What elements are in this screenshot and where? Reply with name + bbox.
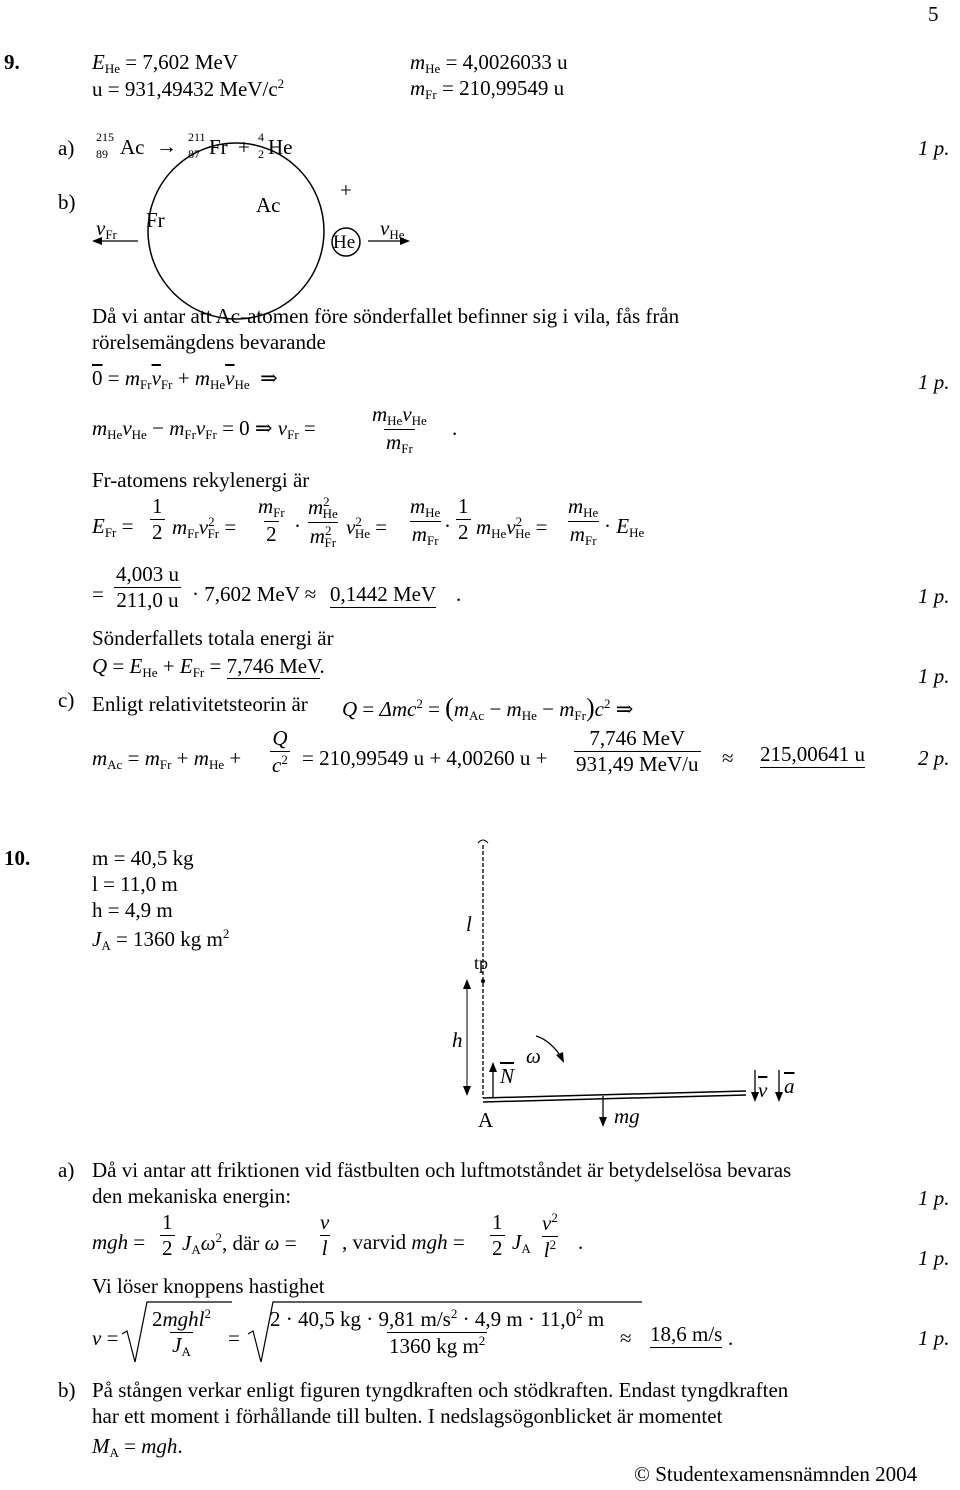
points: 1 p. [918,370,950,394]
label-9c: c) [58,688,75,712]
mass-ratio-fraction: $\frac{4,003 u}{211,0 u}$ [116,562,179,613]
fraction: $m_{Fr}$ 2 [258,494,285,546]
given-mfr: $m_{Fr} = 210,99549$ u [410,76,565,102]
approx: ≈ [722,746,734,770]
given-height: h = 4,9 m [92,898,173,922]
term: , varvid mgh = [342,1230,465,1254]
fig-v-he: $v_{He}$ [380,216,405,242]
fig-a-point: A [478,1108,494,1132]
text-line: har ett moment i förhållande till bulten. I nedslagsögonblicket är momentet [92,1404,723,1428]
period: . [578,1230,584,1254]
fraction: $\frac{1}{2}$ [458,494,469,545]
text-line: Då vi antar att friktionen vid fästbulten och luftmotståndet är betydelselösa bevaras [92,1158,792,1182]
dot: · [444,514,451,538]
sqrt-fraction: 2mghl$^2$ $J_A$ [152,1306,211,1360]
term: $m_{Fr}v^2_{Fr}$ = [172,514,237,541]
fig-h: h [452,1028,463,1052]
given-u: u = 931,49432 MeV/$c^2$ [92,76,285,101]
fraction: $\frac{1}{2}$ [152,494,163,545]
label-10b: b) [58,1378,76,1402]
total-energy-equation: $Q = E_{He} + E_{Fr} = 7,746$ MeV. [92,654,325,680]
points: 1 p. [918,1246,950,1270]
fig-v: $\overline{v}$ [758,1078,768,1102]
text-line: Fr-atomens rekylenergi är [92,468,310,492]
text-line: Sönderfallets totala energi är [92,626,334,650]
approx: ≈ [620,1326,632,1350]
period: . [456,582,462,606]
fig-v-fr: $v_{Fr}$ [96,216,117,242]
mass-energy-equation: $Q = \Delta mc^2 = (m_{Ac} - m_{He} - m_{Fr})c^2$ ⇒ [342,693,634,723]
fraction: $m_{He}$ $m_{Fr}$ [568,494,599,548]
label-9a: a) [58,136,75,160]
relativity-text: Enligt relativitetsteorin är [92,692,308,716]
energy-mass-fraction: 7,746 MeV 931,49 MeV/u [576,726,699,777]
points: 1 p. [918,1326,950,1350]
velocity-fraction: $m_{He}v_{He}$ $m_{Fr}$ [372,402,427,456]
term: $v^2_{He}$ = [346,514,388,541]
term: · $E_{He}$ [604,514,645,540]
points: 2 p. [918,746,950,770]
fraction: $\frac{1}{2}$ [492,1210,503,1261]
term: $J_A$ [512,1230,531,1256]
fraction: $m_{He}$ $m_{Fr}$ [410,494,441,548]
given-length: l = 11,0 m [92,872,178,896]
term: $J_A\omega^2$, där ω = [182,1230,297,1257]
dot: · [294,514,301,538]
energy-factor: · 7,602 MeV ≈ [192,582,317,606]
recoil-energy-result: 0,1442 MeV [330,582,436,608]
points: 1 p. [918,584,950,608]
text-line: den mekaniska energin: [92,1184,292,1208]
momentum-equation: $0 = m_{Fr}\overline{v}_{Fr} + m_{He}\overline{v}_{He}$ ⇒ [92,366,278,392]
equals: = [228,1326,240,1350]
points: 1 p. [918,1186,950,1210]
fig-tp: tp [474,953,489,973]
copyright-footer: © Studentexamensnämnden 2004 [634,1462,918,1486]
fraction: $\frac{m^2_{He}}{m^2_{Fr}}$ [308,494,338,550]
fig-mg: mg [614,1104,640,1128]
recoil-equation-left: $E_{Fr}$ = [92,514,134,540]
given-mhe: $m_{He} = 4,0026033$ u [410,50,568,76]
label-9b: b) [58,190,76,214]
moment-equation: $M_A$ = mgh. [92,1434,183,1460]
text-line: Då vi antar att Ac-atomen före sönderfallet befinner sig i vila, fås från [92,304,680,328]
term: $m_{He}v^2_{He}$ = [476,514,548,541]
fig-plus: + [340,178,352,202]
fraction: $\frac{Q}{c^2}$ [272,726,288,778]
given-mass: m = 40,5 kg [92,846,194,870]
label-10a: a) [58,1158,75,1182]
problem-9-number: 9. [4,50,20,74]
period: . [728,1326,734,1350]
points: 1 p. [918,664,950,688]
fraction: $\frac{v^2}{l^2}$ [542,1210,558,1263]
problem-10-number: 10. [4,846,31,870]
fraction: $\frac{1}{2}$ [162,1210,173,1261]
arrow-right-icon: → [156,134,177,158]
fig-ac: Ac [256,193,281,217]
mass-ac-equation: $m_{Ac} = m_{Fr} + m_{He}$ + [92,746,242,772]
mass-ac-result: 215,00641 u [760,742,865,768]
fig-he: He [333,232,356,253]
fraction: $\frac{v}{l}$ [320,1210,330,1261]
fig-omega: ω [526,1044,541,1068]
period: . [452,416,458,440]
equals: = [92,582,104,606]
fig-acc: $\overline{a}$ [784,1074,795,1098]
given-ehe: $E_{He} = 7,602$ MeV [92,50,239,76]
velocity-equation: $m_{He}v_{He} - m_{Fr}v_{Fr} = 0$ ⇒ $v_{Fr}$ = [92,416,316,442]
velocity-label: v = [92,1326,119,1350]
fig-fr: Fr [146,208,165,232]
mass-sum: = 210,99549 u + 4,00260 u + [302,746,548,770]
fig-n: $\overline{N}$ [500,1064,515,1088]
text-line: På stången verkar enligt figuren tyngdkraften och stödkraften. Endast tyngdkraften [92,1378,789,1402]
given-inertia: $J_A = 1360$ kg $m^2$ [92,926,230,953]
fig-l: l [466,912,472,936]
energy-equation: mgh = [92,1230,146,1254]
page-number: 5 [928,2,939,26]
text-line: rörelsemängdens bevarande [92,330,326,354]
text-line: Vi löser knoppens hastighet [92,1274,325,1298]
points: 1 p. [918,136,950,160]
velocity-result: 18,6 m/s [650,1322,722,1348]
numeric-fraction: $\frac{2 \cdot 40,5 kg \cdot 9,81 m/s^2 \cdot 4,9 m \cdot 11,0^2 m}{1360 kg m^2}$ [270,1306,605,1359]
